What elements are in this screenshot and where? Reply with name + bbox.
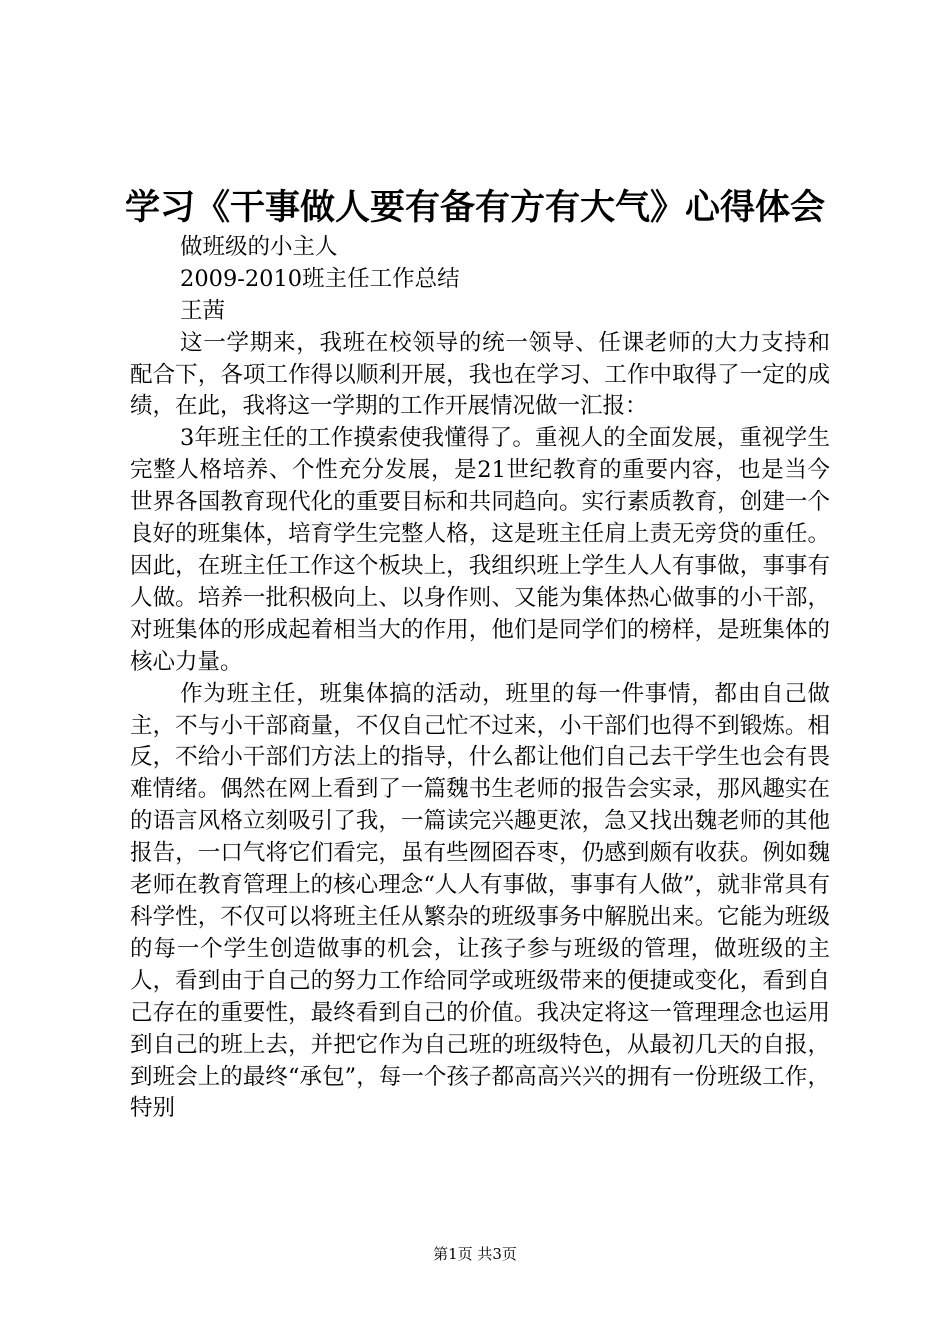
- document-body: [130, 232, 830, 1125]
- document-title: 学习《干事做人要有备有方有大气》心得体会: [124, 187, 825, 228]
- author-line: 王茜: [180, 297, 226, 324]
- page-footer: 第1页 共3页: [433, 1245, 517, 1263]
- paragraph: 3年班主任的工作摸索使我懂得了。重视人的全面发展，重视学生完整人格培养、个性充分发展，是21世纪教育的重要内容，也是当今世界各国教育现代化的重要目标和共同趋向。实行素质教育，创建一个良好的班集体，培育学生完整人格，这是班主任肩上责无旁贷的重任。因此，在班主任工作这个板块上，我组织班上学生人人有事做，事事有人做。培养一批积极向上、以身作则、又能为集体热心做事的小干部，对班集体的形成起着相当大的作用，他们是同学们的榜样，是班集体的核心力量。: [130, 425, 830, 675]
- paragraph: 这一学期来，我班在校领导的统一领导、任课老师的大力支持和配合下，各项工作得以顺利开展，我也在学习、工作中取得了一定的成绩，在此，我将这一学期的工作开展情况做一汇报：: [130, 329, 830, 420]
- paragraph: 作为班主任，班集体搞的活动，班里的每一件事情，都由自己做主，不与小干部商量，不仅自己忙不过来，小干部们也得不到锻炼。相反，不给小干部们方法上的指导，什么都让他们自己去干学生也会有畏难情绪。偶然在网上看到了一篇魏书生老师的报告会实录，那风趣实在的语言风格立刻吸引了我，一篇读完兴趣更浓，急又找出魏老师的其他报告，一口气将它们看完，虽有些囫囵吞枣，仍感到颇有收获。例如魏老师在教育管理上的核心理念“人人有事做，事事有人做”，就非常具有科学性，不仅可以将班主任从繁杂的班级事务中解脱出来。它能为班级的每一个学生创造做事的机会，让孩子参与班级的管理，做班级的主人，看到由于自己的努力工作给同学或班级带来的便捷或变化，看到自己存在的重要性，最终看到自己的价值。我决定将这一管理理念也运用到自己的班上去，并把它作为自己班的班级特色，从最初几天的自报，到班会上的最终“承包”，每一个孩子都高高兴兴的拥有一份班级工作，特别: [130, 680, 830, 1122]
- subtitle-line: 做班级的小主人: [180, 234, 338, 260]
- subtitle-line: 2009-2010班主任工作总结: [180, 265, 460, 292]
